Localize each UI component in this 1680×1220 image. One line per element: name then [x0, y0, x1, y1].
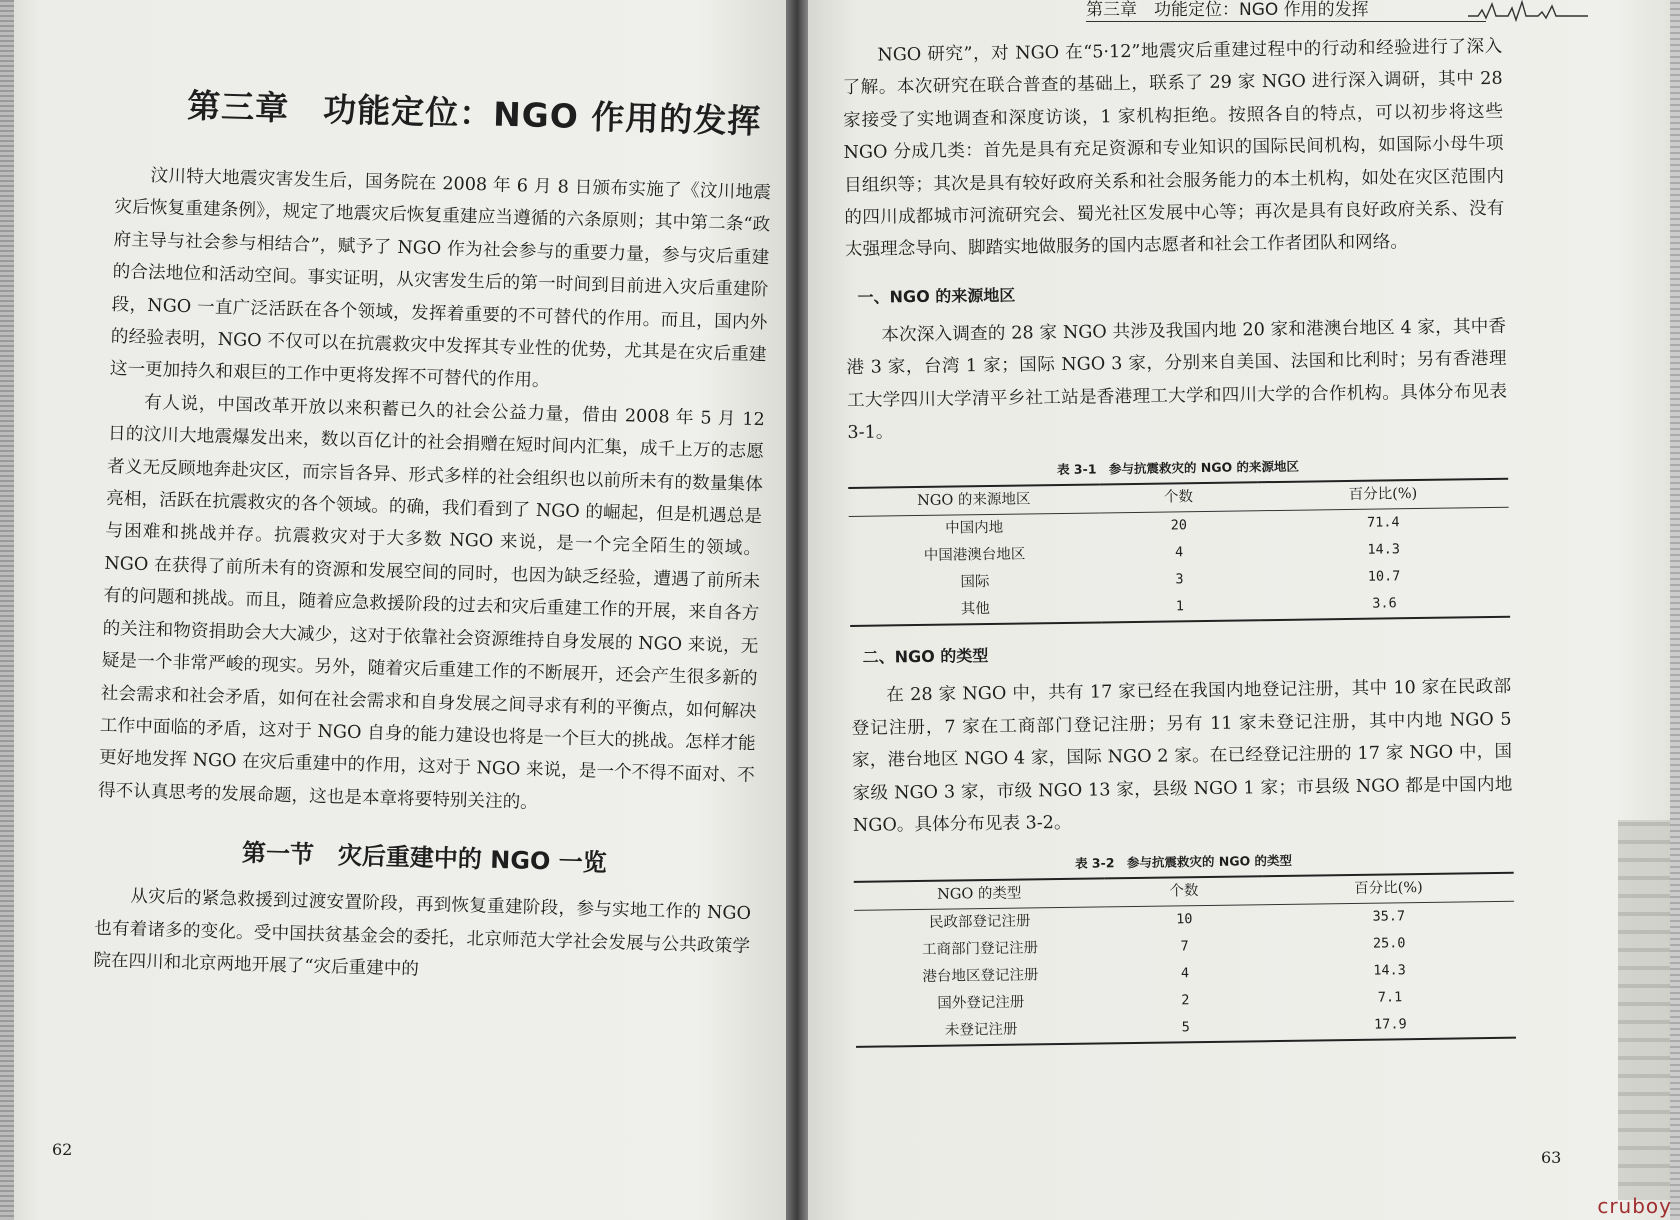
right-page-edge: [1670, 0, 1680, 1220]
chapter-title: 第三章 功能定位：NGO 作用的发挥: [186, 85, 762, 141]
side-decoration: [1618, 820, 1670, 1200]
table-3-1: [848, 478, 1510, 627]
table-cell: 工商部门登记注册: [921, 939, 1039, 958]
table-cell: 10: [1176, 910, 1193, 927]
column-header: 百分比(%): [1348, 486, 1418, 504]
table-cell: 5: [1181, 1018, 1190, 1035]
table-cell: 71.4: [1367, 514, 1400, 532]
table-cell: 国际: [960, 574, 990, 591]
paragraph-source-region: 本次深入调查的 28 家 NGO 共涉及我国内地 20 家和港澳台地区 4 家，其中香港 3 家，台湾 1 家；国际 NGO 3 家，分别来自美国、法国和比利时；另有香港理工大学四川大学清平乡社工站是香港理工大学和四川大学的合作机构。具体分布见表 3-1。: [846, 316, 1508, 444]
page-number-left: 62: [52, 1140, 73, 1159]
paragraph-2: 有人说，中国改革开放以来积蓄已久的社会公益力量，借由 2008 年 5 月 12 日的汶川大地震爆发出来，数以百亿计的社会捐赠在短时间内汇集，成千上万的志愿者义无反顾地奔赴灾区，而宗旨各异、形式多样的社会组织也以前所未有的数量集体亮相，活跃在抗震救灾的各个领域。的确，我们看到了 NGO 的崛起，但是机遇总是与困难和挑战并存。抗震救灾对于大多数 NGO 来说，是一个完全陌生的领域。NGO 在获得了前所未有的资源和发展空间的同时，也因为缺乏经验，遭遇了前所未有的问题和挑战。而且，随着应急救援阶段的过去和灾后重建工作的开展，来自各方的关注和物资捐助会大大减少，这对于依靠社会资源维持自身发展的 NGO 来说，无疑是一个非常严峻的现实。另外，随着灾后重建工作的不断展开，还会产生很多新的社会需求和社会矛盾，如何在社会需求和自身发展之间寻求有利的平衡点，如何解决工作中面临的矛盾，这对于 NGO 自身的能力建设也将是一个巨大的挑战。怎样才能更好地发挥 NGO 在灾后重建中的作用，这对于 NGO 来说，是一个不得不面对、不得不认真思考的发展命题，这也是本章将要特别关注的。: [97, 392, 765, 813]
table-3-1-caption: 表 3-1 参与抗震救灾的 NGO 的来源地区: [1056, 459, 1300, 478]
header-rule: [1086, 21, 1486, 22]
table-cell: 35.7: [1372, 907, 1406, 925]
paragraph-ngo-type: 在 28 家 NGO 中，共有 17 家已经在我国内地登记注册，其中 10 家在民政部登记注册，7 家在工商部门登记注册；另有 11 家未登记注册，其中内地 NGO 5 家，港台地区 NGO 4 家，国际 NGO 2 家。在已经登记注册的 17 家 NGO 中，国家级 NGO 3 家，市级 NGO 13 家，县级 NGO 1 家；市县级 NGO 都是中国内地 NGO。具体分布见表 3-2。: [851, 677, 1513, 837]
section-paragraph: 从灾后的紧急救援到过渡安置阶段，再到恢复重建阶段，参与实地工作的 NGO 也有着诸多的变化。受中国扶贫基金会的委托，北京师范大学社会发展与公共政策学院在四川和北京两地开展了“灾后重建中的: [93, 886, 752, 980]
table-cell: 3: [1175, 571, 1184, 588]
subhead-source-region: 一、NGO 的来源地区: [857, 285, 1016, 307]
column-header: NGO 的类型: [937, 885, 1022, 903]
table-cell: 7.1: [1377, 988, 1403, 1006]
table-cell: 未登记注册: [944, 1021, 1018, 1039]
subhead-ngo-type: 二、NGO 的类型: [862, 646, 989, 668]
table-cell: 港台地区登记注册: [922, 966, 1039, 985]
column-header: NGO 的来源地区: [917, 491, 1031, 510]
left-page-content: [93, 78, 774, 995]
table-cell: 国外登记注册: [937, 994, 1025, 1012]
table-cell: 7: [1180, 937, 1189, 954]
table-cell: 1: [1175, 598, 1185, 615]
intro-paragraph: NGO 研究”，对 NGO 在“5·12”地震灾后重建过程中的行动和经验进行了深入了解。本次研究在联合普查的基础上，联系了 29 家 NGO 进行深入调研，其中 28 家接受了实地调查和深度访谈，1 家机构拒绝。按照各自的特点，可以初步将这些 NGO 分成几类：首先是具有充足资源和专业知识的国际民间机构，如国际小母牛项目组织等；其次是具有较好政府关系和社会服务能力的本土机构，如处在灾区范围内的四川成都城市河流研究会、蜀光社区发展中心等；再次是具有良好政府关系、没有太强理念导向、脚踏实地做服务的国内志愿者和社会工作者团队和网络。: [842, 36, 1505, 261]
table-cell: 14.3: [1373, 961, 1406, 979]
table-cell: 民政部登记注册: [928, 912, 1031, 931]
paragraph-1: 汶川特大地震灾害发生后，国务院在 2008 年 6 月 8 日颁布实施了《汶川地震灾后恢复重建条例》，规定了地震灾后恢复重建应当遵循的六条原则；其中第二条“政府主导与社会参与相结合”，赋予了 NGO 作为社会参与的重要力量，参与灾后重建的合法地位和活动空间。事实证明，从灾害发生后的第一时间到目前进入灾后重建阶段，NGO 一直广泛活跃在各个领域，发挥着重要的不可替代的作用。而且，国内外的经验表明，NGO 不仅可以在抗震救灾中发挥其专业性的优势，尤其是在灾后重建这一更加持久和艰巨的工作中更将发挥不可替代的作用。: [109, 165, 772, 392]
table-cell: 中国内地: [945, 520, 1004, 538]
table-cell: 20: [1170, 517, 1188, 534]
watermark: cruboy: [1597, 1194, 1672, 1218]
running-header-title: 第三章 功能定位：NGO 作用的发挥: [1086, 0, 1369, 20]
table-cell: 其他: [960, 601, 990, 618]
table-cell: 中国港澳台地区: [923, 546, 1026, 565]
column-header: 百分比(%): [1354, 879, 1423, 897]
table-cell: 2: [1181, 991, 1190, 1008]
table-cell: 10.7: [1367, 568, 1401, 586]
table-cell: 4: [1180, 964, 1190, 981]
table-cell: 4: [1175, 544, 1184, 561]
table-cell: 14.3: [1367, 541, 1401, 559]
table-cell: 25.0: [1372, 934, 1406, 952]
heartbeat-line-icon: [1468, 0, 1588, 22]
table-cell: 3.6: [1372, 595, 1397, 613]
table-3-2: [854, 871, 1516, 1047]
running-header: [1086, 0, 1586, 24]
left-page-edge: [0, 0, 14, 1220]
book-gutter: [786, 0, 808, 1220]
table-3-2-caption: 表 3-2 参与抗震救灾的 NGO 的类型: [1074, 852, 1293, 871]
right-page-content: [842, 31, 1516, 1048]
page-number-right: 63: [1541, 1148, 1562, 1167]
table-cell: 17.9: [1374, 1015, 1407, 1033]
section-title: 第一节 灾后重建中的 NGO 一览: [241, 838, 608, 878]
column-header: 个数: [1169, 882, 1199, 900]
column-header: 个数: [1163, 489, 1194, 507]
